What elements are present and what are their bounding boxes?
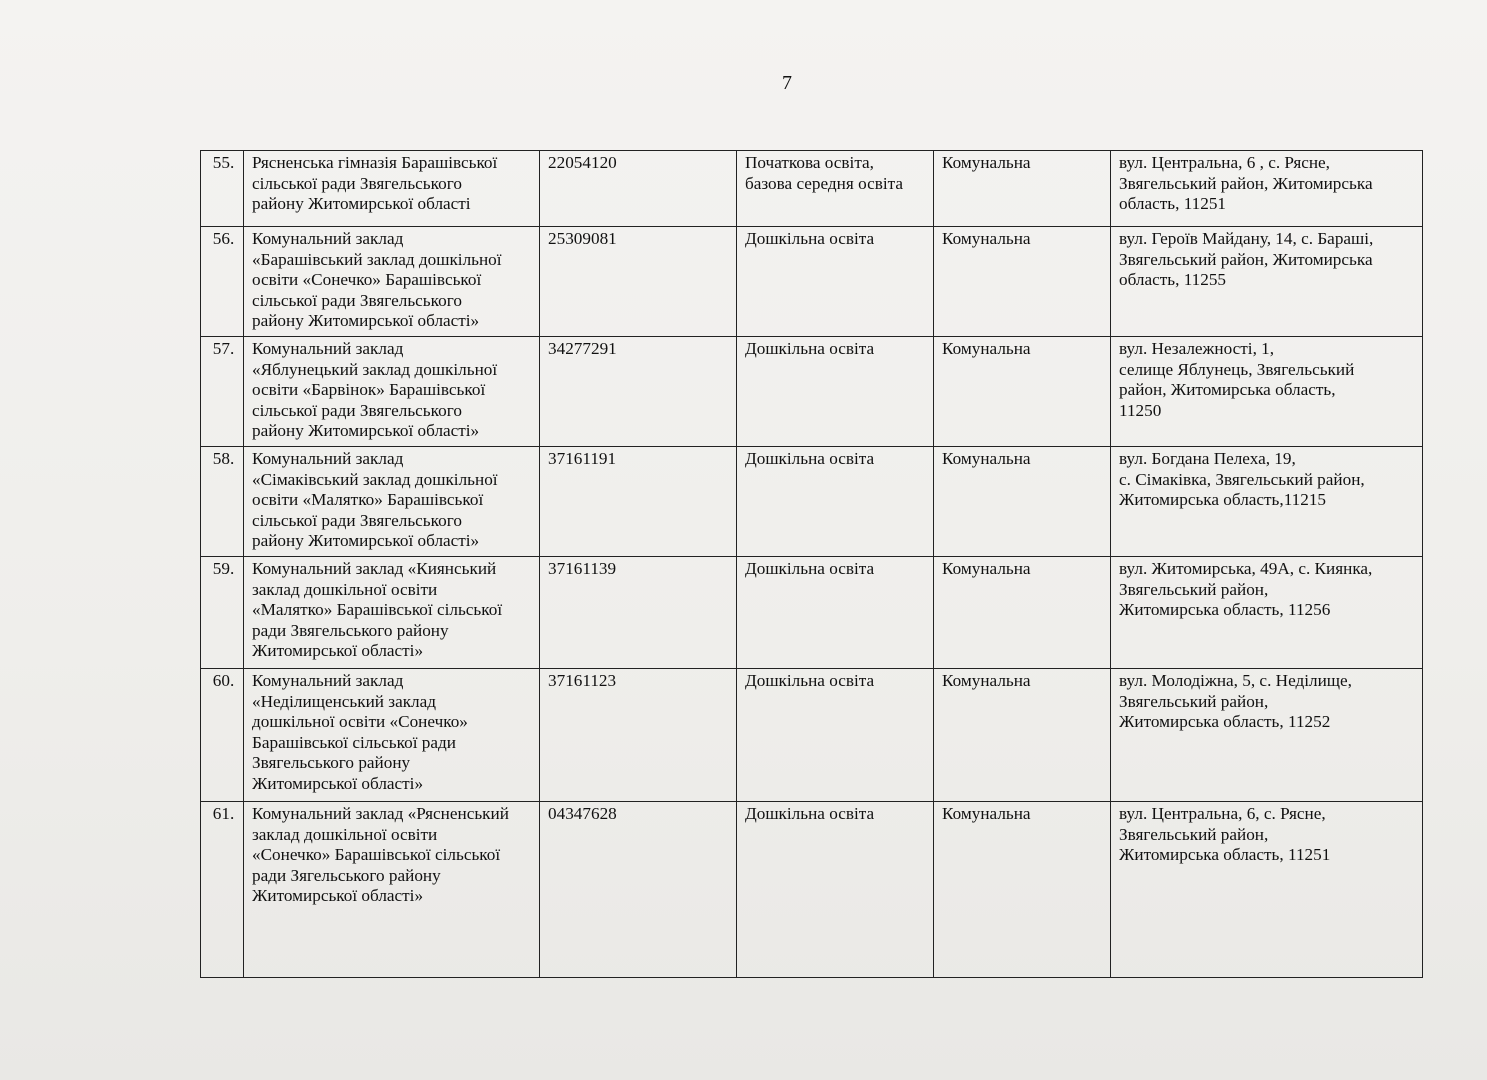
ownership-form: Комунальна	[934, 151, 1111, 227]
row-number: 61.	[201, 802, 244, 978]
table-row	[201, 337, 1423, 447]
edrpou-code: 25309081	[540, 227, 737, 337]
edrpou-code: 34277291	[540, 337, 737, 447]
ownership-form: Комунальна	[934, 802, 1111, 978]
institution-address: вул. Центральна, 6, с. Рясне, Звягельський район, Житомирська область, 11251	[1111, 802, 1423, 978]
institution-address: вул. Молодіжна, 5, с. Неділище, Звягельський район, Житомирська область, 11252	[1111, 669, 1423, 802]
institution-name: Комунальний заклад «Яблунецький заклад дошкільної освіти «Барвінок» Барашівської сільської ради Звягельського району Житомирської області»	[244, 337, 540, 447]
table-row	[201, 227, 1423, 337]
activity-type: Дошкільна освіта	[737, 447, 934, 557]
edrpou-code: 37161139	[540, 557, 737, 669]
institution-name: Комунальний заклад «Сімаківський заклад дошкільної освіти «Малятко» Барашівської сільської ради Звягельського району Житомирської області»	[244, 447, 540, 557]
page-number: 7	[782, 72, 792, 94]
ownership-form: Комунальна	[934, 669, 1111, 802]
edrpou-code: 04347628	[540, 802, 737, 978]
table-row	[201, 447, 1423, 557]
institution-address: вул. Центральна, 6 , с. Рясне, Звягельський район, Житомирська область, 11251	[1111, 151, 1423, 227]
activity-type: Дошкільна освіта	[737, 669, 934, 802]
activity-type: Дошкільна освіта	[737, 227, 934, 337]
row-number: 56.	[201, 227, 244, 337]
institutions-table	[200, 150, 1423, 978]
institution-name: Комунальний заклад «Неділищенський заклад дошкільної освіти «Сонечко» Барашівської сільської ради Звягельського району Житомирської області»	[244, 669, 540, 802]
institution-address: вул. Богдана Пелеха, 19, с. Сімаківка, Звягельський район, Житомирська область,11215	[1111, 447, 1423, 557]
activity-type: Дошкільна освіта	[737, 337, 934, 447]
table-row	[201, 669, 1423, 802]
row-number: 58.	[201, 447, 244, 557]
activity-type: Початкова освіта, базова середня освіта	[737, 151, 934, 227]
edrpou-code: 22054120	[540, 151, 737, 227]
row-number: 60.	[201, 669, 244, 802]
institution-address: вул. Житомирська, 49А, с. Киянка, Звягельський район, Житомирська область, 11256	[1111, 557, 1423, 669]
institution-name: Комунальний заклад «Барашівський заклад дошкільної освіти «Сонечко» Барашівської сільської ради Звягельського району Житомирської області»	[244, 227, 540, 337]
activity-type: Дошкільна освіта	[737, 802, 934, 978]
edrpou-code: 37161123	[540, 669, 737, 802]
institution-name: Комунальний заклад «Киянський заклад дошкільної освіти «Малятко» Барашівської сільської ради Звягельського району Житомирської області»	[244, 557, 540, 669]
ownership-form: Комунальна	[934, 227, 1111, 337]
institution-address: вул. Героїв Майдану, 14, с. Бараші, Звягельський район, Житомирська область, 11255	[1111, 227, 1423, 337]
row-number: 55.	[201, 151, 244, 227]
institution-address: вул. Незалежності, 1, селище Яблунець, Звягельський район, Житомирська область, 11250	[1111, 337, 1423, 447]
ownership-form: Комунальна	[934, 337, 1111, 447]
row-number: 59.	[201, 557, 244, 669]
table-row	[201, 557, 1423, 669]
row-number: 57.	[201, 337, 244, 447]
edrpou-code: 37161191	[540, 447, 737, 557]
table-row	[201, 802, 1423, 978]
ownership-form: Комунальна	[934, 447, 1111, 557]
institution-name: Комунальний заклад «Рясненський заклад дошкільної освіти «Сонечко» Барашівської сільської ради Зягельського району Житомирської області»	[244, 802, 540, 978]
table-row	[201, 151, 1423, 227]
activity-type: Дошкільна освіта	[737, 557, 934, 669]
ownership-form: Комунальна	[934, 557, 1111, 669]
institution-name: Рясненська гімназія Барашівської сільської ради Звягельського району Житомирської області	[244, 151, 540, 227]
